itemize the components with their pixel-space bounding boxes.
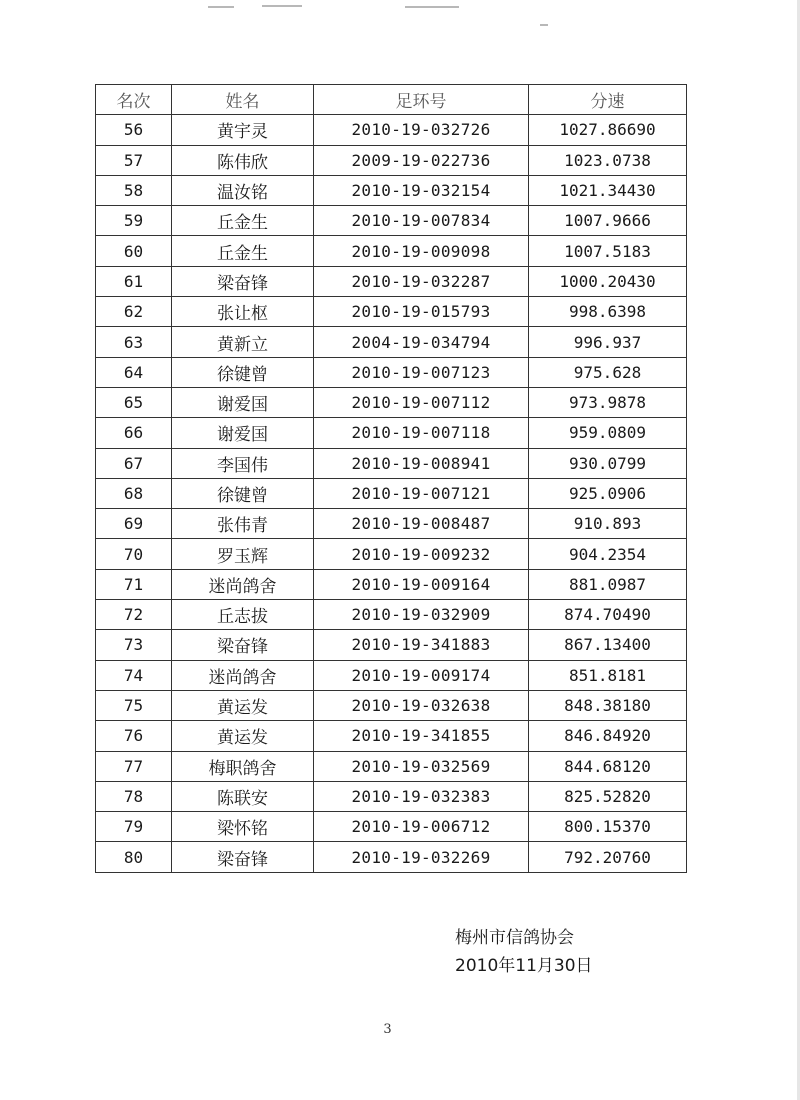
header-name: 姓名 bbox=[172, 85, 314, 115]
cell-name: 丘金生 bbox=[172, 236, 314, 266]
table-row bbox=[96, 600, 687, 630]
cell-rank: 65 bbox=[96, 387, 172, 417]
cell-rank: 59 bbox=[96, 206, 172, 236]
cell-rank: 70 bbox=[96, 539, 172, 569]
cell-name: 徐键曾 bbox=[172, 357, 314, 387]
cell-rank: 75 bbox=[96, 690, 172, 720]
page-number: 3 bbox=[383, 1022, 392, 1037]
table-row bbox=[96, 569, 687, 599]
cell-speed: 998.6398 bbox=[529, 297, 687, 327]
table-row bbox=[96, 509, 687, 539]
cell-speed: 846.84920 bbox=[529, 721, 687, 751]
cell-ring-number: 2010-19-009164 bbox=[314, 569, 529, 599]
table-row bbox=[96, 327, 687, 357]
cell-rank: 64 bbox=[96, 357, 172, 387]
table-row bbox=[96, 418, 687, 448]
cell-name: 谢爱国 bbox=[172, 418, 314, 448]
cell-speed: 930.0799 bbox=[529, 448, 687, 478]
cell-ring-number: 2010-19-032383 bbox=[314, 781, 529, 811]
cell-speed: 975.628 bbox=[529, 357, 687, 387]
cell-name: 梁奋锋 bbox=[172, 630, 314, 660]
cell-rank: 71 bbox=[96, 569, 172, 599]
cell-ring-number: 2010-19-341855 bbox=[314, 721, 529, 751]
cell-ring-number: 2010-19-032638 bbox=[314, 690, 529, 720]
cell-rank: 58 bbox=[96, 175, 172, 205]
cell-ring-number: 2010-19-007834 bbox=[314, 206, 529, 236]
cell-rank: 78 bbox=[96, 781, 172, 811]
table-row bbox=[96, 145, 687, 175]
cell-speed: 874.70490 bbox=[529, 600, 687, 630]
cell-name: 黄运发 bbox=[172, 690, 314, 720]
table-row bbox=[96, 781, 687, 811]
scan-artifact bbox=[208, 6, 234, 8]
cell-ring-number: 2010-19-008487 bbox=[314, 509, 529, 539]
cell-ring-number: 2010-19-007112 bbox=[314, 387, 529, 417]
cell-speed: 959.0809 bbox=[529, 418, 687, 448]
cell-name: 温汝铭 bbox=[172, 175, 314, 205]
cell-rank: 67 bbox=[96, 448, 172, 478]
signature-date: 2010年11月30日 bbox=[455, 956, 593, 976]
cell-name: 陈伟欣 bbox=[172, 145, 314, 175]
scan-artifact bbox=[540, 24, 548, 26]
cell-speed: 851.8181 bbox=[529, 660, 687, 690]
cell-speed: 973.9878 bbox=[529, 387, 687, 417]
cell-speed: 1027.86690 bbox=[529, 115, 687, 145]
cell-ring-number: 2010-19-009174 bbox=[314, 660, 529, 690]
table-row bbox=[96, 357, 687, 387]
cell-speed: 844.68120 bbox=[529, 751, 687, 781]
cell-speed: 1000.20430 bbox=[529, 266, 687, 296]
cell-name: 丘志拔 bbox=[172, 600, 314, 630]
cell-ring-number: 2010-19-032909 bbox=[314, 600, 529, 630]
scan-artifact bbox=[262, 5, 302, 7]
header-ring: 足环号 bbox=[314, 85, 529, 115]
cell-name: 丘金生 bbox=[172, 206, 314, 236]
cell-rank: 57 bbox=[96, 145, 172, 175]
cell-speed: 1023.0738 bbox=[529, 145, 687, 175]
table-row bbox=[96, 842, 687, 872]
cell-rank: 68 bbox=[96, 478, 172, 508]
cell-name: 黄新立 bbox=[172, 327, 314, 357]
cell-name: 梅职鸽舍 bbox=[172, 751, 314, 781]
cell-name: 谢爱国 bbox=[172, 387, 314, 417]
table-row bbox=[96, 660, 687, 690]
cell-ring-number: 2010-19-032154 bbox=[314, 175, 529, 205]
cell-speed: 925.0906 bbox=[529, 478, 687, 508]
table-row bbox=[96, 175, 687, 205]
cell-rank: 76 bbox=[96, 721, 172, 751]
cell-speed: 800.15370 bbox=[529, 812, 687, 842]
cell-speed: 1007.5183 bbox=[529, 236, 687, 266]
cell-speed: 1021.34430 bbox=[529, 175, 687, 205]
cell-speed: 910.893 bbox=[529, 509, 687, 539]
table-row bbox=[96, 387, 687, 417]
table-row bbox=[96, 206, 687, 236]
table-row bbox=[96, 721, 687, 751]
cell-ring-number: 2010-19-009098 bbox=[314, 236, 529, 266]
cell-name: 梁怀铭 bbox=[172, 812, 314, 842]
header-rank: 名次 bbox=[96, 85, 172, 115]
cell-name: 黄宇灵 bbox=[172, 115, 314, 145]
cell-rank: 62 bbox=[96, 297, 172, 327]
cell-speed: 1007.9666 bbox=[529, 206, 687, 236]
cell-rank: 61 bbox=[96, 266, 172, 296]
cell-rank: 80 bbox=[96, 842, 172, 872]
table-row bbox=[96, 690, 687, 720]
cell-ring-number: 2010-19-009232 bbox=[314, 539, 529, 569]
table-row bbox=[96, 539, 687, 569]
cell-ring-number: 2010-19-032287 bbox=[314, 266, 529, 296]
cell-rank: 66 bbox=[96, 418, 172, 448]
cell-speed: 825.52820 bbox=[529, 781, 687, 811]
cell-speed: 792.20760 bbox=[529, 842, 687, 872]
cell-name: 李国伟 bbox=[172, 448, 314, 478]
cell-speed: 904.2354 bbox=[529, 539, 687, 569]
cell-name: 罗玉辉 bbox=[172, 539, 314, 569]
table-row bbox=[96, 478, 687, 508]
table-row bbox=[96, 115, 687, 145]
cell-ring-number: 2010-19-007123 bbox=[314, 357, 529, 387]
cell-name: 迷尚鸽舍 bbox=[172, 569, 314, 599]
cell-rank: 77 bbox=[96, 751, 172, 781]
table-body bbox=[96, 115, 687, 872]
cell-name: 梁奋锋 bbox=[172, 842, 314, 872]
cell-rank: 73 bbox=[96, 630, 172, 660]
cell-speed: 848.38180 bbox=[529, 690, 687, 720]
cell-speed: 881.0987 bbox=[529, 569, 687, 599]
cell-ring-number: 2004-19-034794 bbox=[314, 327, 529, 357]
cell-rank: 56 bbox=[96, 115, 172, 145]
cell-name: 陈联安 bbox=[172, 781, 314, 811]
cell-ring-number: 2009-19-022736 bbox=[314, 145, 529, 175]
cell-rank: 69 bbox=[96, 509, 172, 539]
cell-name: 迷尚鸽舍 bbox=[172, 660, 314, 690]
cell-name: 徐键曾 bbox=[172, 478, 314, 508]
cell-rank: 60 bbox=[96, 236, 172, 266]
cell-ring-number: 2010-19-007118 bbox=[314, 418, 529, 448]
table-header-row bbox=[96, 85, 687, 115]
results-table bbox=[95, 84, 687, 873]
cell-rank: 79 bbox=[96, 812, 172, 842]
cell-name: 张让枢 bbox=[172, 297, 314, 327]
table-row bbox=[96, 266, 687, 296]
cell-ring-number: 2010-19-032726 bbox=[314, 115, 529, 145]
cell-name: 张伟青 bbox=[172, 509, 314, 539]
cell-name: 梁奋锋 bbox=[172, 266, 314, 296]
cell-speed: 867.13400 bbox=[529, 630, 687, 660]
signature-block bbox=[455, 924, 593, 980]
table-row bbox=[96, 297, 687, 327]
scan-artifact bbox=[405, 6, 459, 8]
cell-rank: 72 bbox=[96, 600, 172, 630]
table-row bbox=[96, 448, 687, 478]
cell-ring-number: 2010-19-007121 bbox=[314, 478, 529, 508]
cell-ring-number: 2010-19-006712 bbox=[314, 812, 529, 842]
cell-rank: 74 bbox=[96, 660, 172, 690]
cell-ring-number: 2010-19-015793 bbox=[314, 297, 529, 327]
table-row bbox=[96, 630, 687, 660]
cell-ring-number: 2010-19-341883 bbox=[314, 630, 529, 660]
cell-ring-number: 2010-19-032569 bbox=[314, 751, 529, 781]
table-row bbox=[96, 812, 687, 842]
cell-ring-number: 2010-19-008941 bbox=[314, 448, 529, 478]
table-row bbox=[96, 751, 687, 781]
signature-organization: 梅州市信鸽协会 bbox=[455, 928, 574, 948]
cell-rank: 63 bbox=[96, 327, 172, 357]
cell-speed: 996.937 bbox=[529, 327, 687, 357]
cell-ring-number: 2010-19-032269 bbox=[314, 842, 529, 872]
cell-name: 黄运发 bbox=[172, 721, 314, 751]
table-row bbox=[96, 236, 687, 266]
header-speed: 分速 bbox=[529, 85, 687, 115]
